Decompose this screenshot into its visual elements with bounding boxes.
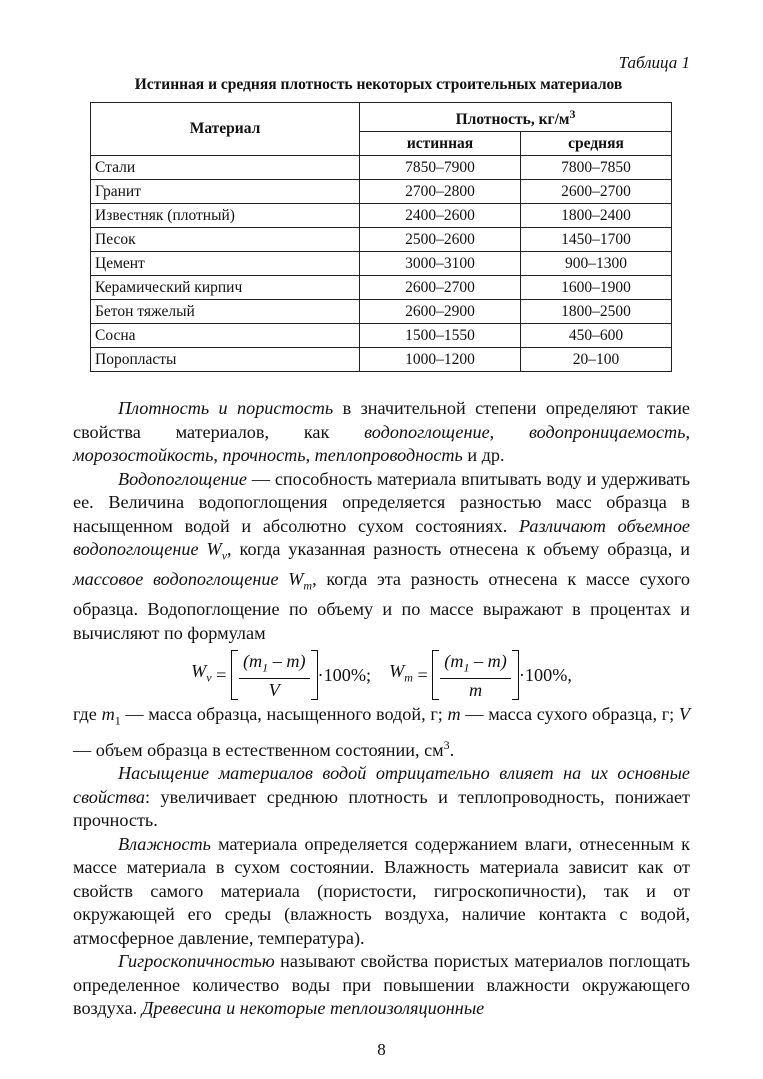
table-row	[91, 228, 672, 252]
cell-material: Цемент	[91, 252, 360, 276]
cell-true-density: 2400–2600	[360, 204, 521, 228]
page-content	[73, 52, 690, 1021]
cell-mean-density: 1450–1700	[521, 228, 672, 252]
paragraph-saturation: Насыщение материалов водой отрицательно влияет на их основные свойства: увеличивает среднюю плотность и теплопроводность, понижает прочность.	[73, 763, 690, 831]
formula-fraction-volume: $\frac{(m_1 - m)}{V}$	[239, 650, 310, 702]
formula: $W_v$ = $\frac{(m_1 - m)}{V}$ ·100%; $W_m$ = $\frac{(m_1 - m)}{m}$ ·100%,	[191, 650, 572, 701]
table-row	[91, 180, 672, 204]
cell-mean-density: 20–100	[521, 348, 672, 372]
table-row	[91, 276, 672, 300]
cell-mean-density: 7800–7850	[521, 156, 672, 180]
table-row	[91, 252, 672, 276]
cell-material: Сосна	[91, 324, 360, 348]
paragraph-density-porosity: Плотность и пористость в значительной степени определяют такие свойства материалов, как водопоглощение, водопроницаемость, морозостойкость, прочность, теплопроводность и др.	[73, 398, 691, 466]
cell-true-density: 1000–1200	[360, 348, 521, 372]
paragraph-hygroscopicity: Гигроскопичностью называют свойства пористых материалов поглощать определенное количество воды при повышении влажности окружающего воздуха. Древесина и некоторые теплоизоляционные	[73, 951, 690, 1019]
cell-material: Бетон тяжелый	[91, 300, 360, 324]
cell-mean-density: 1800–2400	[521, 204, 672, 228]
cell-material: Поропласты	[91, 348, 360, 372]
cell-mean-density: 2600–2700	[521, 180, 672, 204]
page-number: 8	[377, 1040, 386, 1059]
density-table	[90, 102, 672, 372]
header-true-density: истинная	[360, 132, 521, 156]
header-density: Плотность, $кг/м^3$	[360, 103, 672, 132]
paragraph-moisture: Влажность материала определяется содержанием влаги, отнесенным к массе материала в сухом состоянии. Влажность материала зависит как от свойств самого материала (пористости, гигроскопичности), так и от окружающей его среды (влажность воздуха, наличие контакта с водой, атмосферное давление, температура).	[73, 833, 690, 948]
cell-material: Стали	[91, 156, 360, 180]
formula-wv: $W_v$	[191, 661, 212, 685]
body-text	[73, 397, 690, 1020]
cell-true-density: 7850–7900	[360, 156, 521, 180]
header-material: Материал	[91, 103, 360, 156]
cell-mean-density: 1800–2500	[521, 300, 672, 324]
cell-material: Песок	[91, 228, 360, 252]
cell-mean-density: 1600–1900	[521, 276, 672, 300]
cell-material: Гранит	[91, 180, 360, 204]
cell-true-density: 2600–2700	[360, 276, 521, 300]
table-body	[91, 156, 672, 372]
formula-wm: $W_m$	[389, 661, 413, 685]
table-row	[91, 300, 672, 324]
cell-material: Керамический кирпич	[91, 276, 360, 300]
cell-mean-density: 900–1300	[521, 252, 672, 276]
table-row	[91, 324, 672, 348]
cell-true-density: 2600–2900	[360, 300, 521, 324]
paragraph-water-absorption: Водопоглощение — способность материала впитывать воду и удерживать ее. Величина водопоглощения определяется разностью масс образца в насыщенном водой и абсолютно сухом состояниях. Различают объемное водопоглощение $W_v$, когда указанная разность отнесена к объему образца, и массовое водопоглощение $W_m$, когда эта разность отнесена к массе сухого образца. Водопоглощение по объему и по массе выражают в процентах и вычисляют по формулам	[73, 468, 691, 643]
table-number: Таблица 1	[618, 53, 690, 72]
cell-true-density: 2500–2600	[360, 228, 521, 252]
cell-material: Известняк (плотный)	[91, 204, 360, 228]
formula-fraction-mass: $\frac{(m_1 - m)}{m}$	[440, 650, 511, 702]
header-mean-density: средняя	[521, 132, 672, 156]
cell-mean-density: 450–600	[521, 324, 672, 348]
table-caption: Истинная и средняя плотность некоторых строительных материалов	[134, 76, 623, 93]
table-row	[91, 348, 672, 372]
cell-true-density: 1500–1550	[360, 324, 521, 348]
table-row	[91, 204, 672, 228]
cell-true-density: 3000–3100	[360, 252, 521, 276]
cell-true-density: 2700–2800	[360, 180, 521, 204]
table-row	[91, 156, 672, 180]
paragraph-legend: где $m_1$ — масса образца, насыщенного водой, г; m — масса сухого образца, г; V — объем образца в естественном состоянии, $см^3$.	[73, 704, 690, 760]
